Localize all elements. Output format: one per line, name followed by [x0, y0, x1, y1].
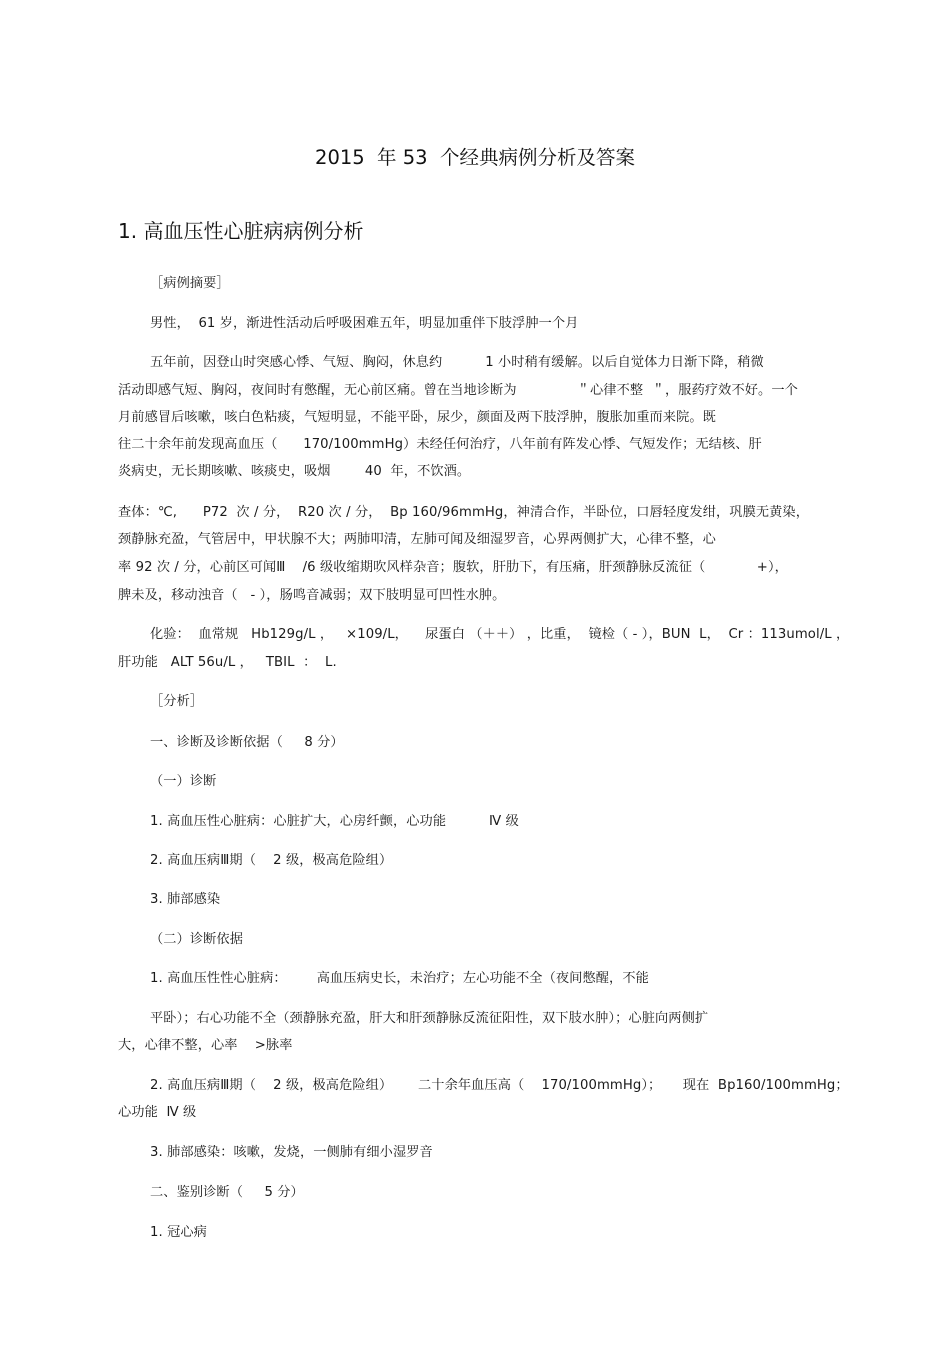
diagnosis-item-1: 1. 高血压性心脏病：心脏扩大，心房纤颤，心功能 Ⅳ 级 [150, 814, 519, 829]
basis-item-3: 3. 肺部感染：咳嗽，发烧，一侧肺有细小湿罗音 [150, 1145, 433, 1160]
diagnosis-heading: 一、诊断及诊断依据（ 8 分） [150, 735, 344, 750]
basis-item-1-line-2: 平卧）；右心功能不全（颈静脉充盈，肝大和肝颈静脉反流征阳性，双下肢水肿）；心脏向两侧扩 [150, 1011, 709, 1026]
exam-line-3: 率 92 次 / 分，心前区可闻Ⅲ /6 级收缩期吹风样杂音；腹软，肝肋下，有压痛，肝颈静脉反流征（ +）， [118, 560, 788, 575]
exam-line-1: 查体：℃, P72 次 / 分， R20 次 / 分， Bp 160/96mmHg，神清合作，半卧位，口唇轻度发绀，巩膜无黄染， [118, 505, 810, 520]
section-heading: 1. 高血压性心脏病病例分析 [118, 219, 364, 243]
chief-complaint: 男性， 61 岁，渐进性活动后呼吸困难五年，明显加重伴下肢浮肿一个月 [150, 316, 579, 331]
basis-subheading: （二）诊断依据 [150, 932, 244, 947]
basis-item-2-line-1: 2. 高血压病Ⅲ期（ 2 级，极高危险组） 二十余年血压高（ 170/100mmHg）； 现在 Bp160/100mmHg； [150, 1078, 849, 1093]
lab-line-1: 化验： 血常规 Hb129g/L ， ×109/L， 尿蛋白 （＋＋） ，比重， 镜检（ - ），BUN L， Cr ：113umol/L ， [150, 627, 850, 642]
exam-line-2: 颈静脉充盈，气管居中，甲状腺不大；两肺叩清，左肺可闻及细湿罗音，心界两侧扩大，心律不整，心 [118, 532, 716, 547]
diagnosis-item-3: 3. 肺部感染 [150, 892, 221, 907]
diagnosis-subheading: （一）诊断 [150, 774, 217, 789]
differential-heading: 二、鉴别诊断（ 5 分） [150, 1185, 304, 1200]
history-line-2: 活动即感气短、胸闷，夜间时有憋醒，无心前区痛。曾在当地诊断为 ＂心律不整 ＂，服药疗效不好。一个 [118, 383, 798, 398]
basis-item-2-line-2: 心功能 Ⅳ 级 [118, 1105, 197, 1120]
history-line-4: 往二十余年前发现高血压（ 170/100mmHg）未经任何治疗，八年前有阵发心悸、气短发作；无结核、肝 [118, 437, 762, 452]
analysis-label: ［分析］ [150, 694, 204, 709]
history-line-5: 炎病史，无长期咳嗽、咳痰史，吸烟 40 年，不饮酒。 [118, 464, 471, 479]
differential-item-1: 1. 冠心病 [150, 1225, 207, 1240]
basis-item-1-line-1: 1. 高血压性性心脏病： 高血压病史长，未治疗；左心功能不全（夜间憋醒，不能 [150, 971, 649, 986]
basis-item-1-line-3: 大，心律不整，心率 >脉率 [118, 1038, 293, 1053]
lab-line-2: 肝功能 ALT 56u/L ， TBIL ： L. [118, 655, 337, 670]
history-line-1: 五年前，因登山时突感心悸、气短、胸闷，休息约 1 小时稍有缓解。以后自觉体力日渐下降，稍微 [150, 355, 764, 370]
exam-line-4: 脾未及，移动浊音（ - ），肠鸣音减弱；双下肢明显可凹性水肿。 [118, 588, 506, 603]
case-summary-label: ［病例摘要］ [150, 276, 230, 291]
diagnosis-item-2: 2. 高血压病Ⅲ期（ 2 级，极高危险组） [150, 853, 393, 868]
history-line-3: 月前感冒后咳嗽，咳白色粘痰，气短明显，不能平卧，尿少，颜面及两下肢浮肿，腹胀加重而来院。既 [118, 410, 716, 425]
document-title: 2015 年 53 个经典病例分析及答案 [315, 146, 635, 169]
